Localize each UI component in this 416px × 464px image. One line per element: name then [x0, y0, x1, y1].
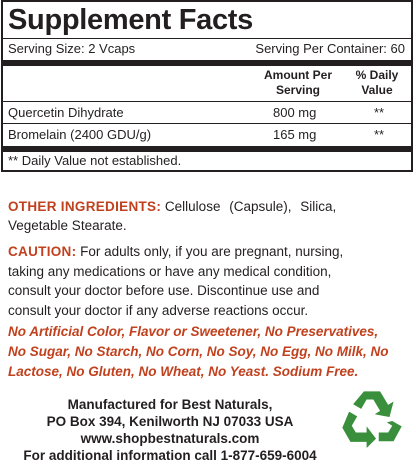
ingredient-amount: 165 mg — [273, 127, 317, 142]
manufacturer-info — [10, 396, 330, 464]
manufacturer-address: PO Box 394, Kenilworth NJ 07033 USA — [46, 414, 294, 429]
ingredient-name: Bromelain (2400 GDU/g) — [8, 127, 152, 142]
other-ingredients-text: Cellulose (Capsule), Silica, — [164, 199, 337, 214]
divider — [3, 123, 411, 124]
caution-text: taking any medications or have any medical condition, — [8, 263, 332, 279]
header-daily-value: % Daily Value — [355, 68, 399, 97]
recycle-icon — [338, 386, 406, 448]
other-ingredients — [8, 197, 408, 235]
other-ingredients-text: Vegetable Stearate. — [8, 218, 127, 233]
thick-divider — [3, 146, 411, 152]
other-ingredients-label: OTHER INGREDIENTS: — [8, 199, 162, 214]
caution-section — [8, 242, 408, 320]
manufacturer-website: www.shopbestnaturals.com — [80, 431, 260, 446]
caution-text: consult your doctor if any adverse reactions occur. — [8, 302, 309, 318]
caution-text: consult your doctor before use. Discontinue use and — [8, 283, 320, 298]
ingredient-dv: ** — [374, 105, 385, 120]
caution-text: For adults only, if you are pregnant, nursing, — [80, 244, 344, 259]
header-amount-per-serving: Amount Per Serving — [263, 68, 332, 97]
ingredient-dv: ** — [374, 127, 385, 142]
manufacturer-name: Manufactured for Best Naturals, — [67, 397, 273, 412]
claims-line: No Sugar, No Starch, No Corn, No Soy, No Egg, No Milk, No — [8, 344, 389, 359]
serving-size: Serving Size: 2 Vcaps — [8, 41, 136, 56]
free-from-claims — [8, 322, 410, 382]
thick-divider — [3, 60, 411, 66]
supplement-facts-panel — [1, 0, 413, 172]
caution-label: CAUTION: — [8, 244, 77, 259]
manufacturer-phone: For additional information call 1-877-659-6004 — [23, 448, 317, 463]
servings-per-container: Serving Per Container: 60 — [255, 41, 405, 56]
divider — [3, 38, 411, 39]
ingredient-amount: 800 mg — [273, 105, 317, 120]
ingredient-name: Quercetin Dihydrate — [8, 105, 124, 120]
facts-footnote: ** Daily Value not established. — [8, 153, 182, 168]
claims-line: Lactose, No Gluten, No Wheat, No Yeast. Sodium Free. — [8, 364, 359, 379]
facts-title: Supplement Facts — [8, 4, 253, 36]
divider — [3, 101, 411, 102]
claims-line: No Artificial Color, Flavor or Sweetener, No Preservatives, — [8, 324, 379, 339]
